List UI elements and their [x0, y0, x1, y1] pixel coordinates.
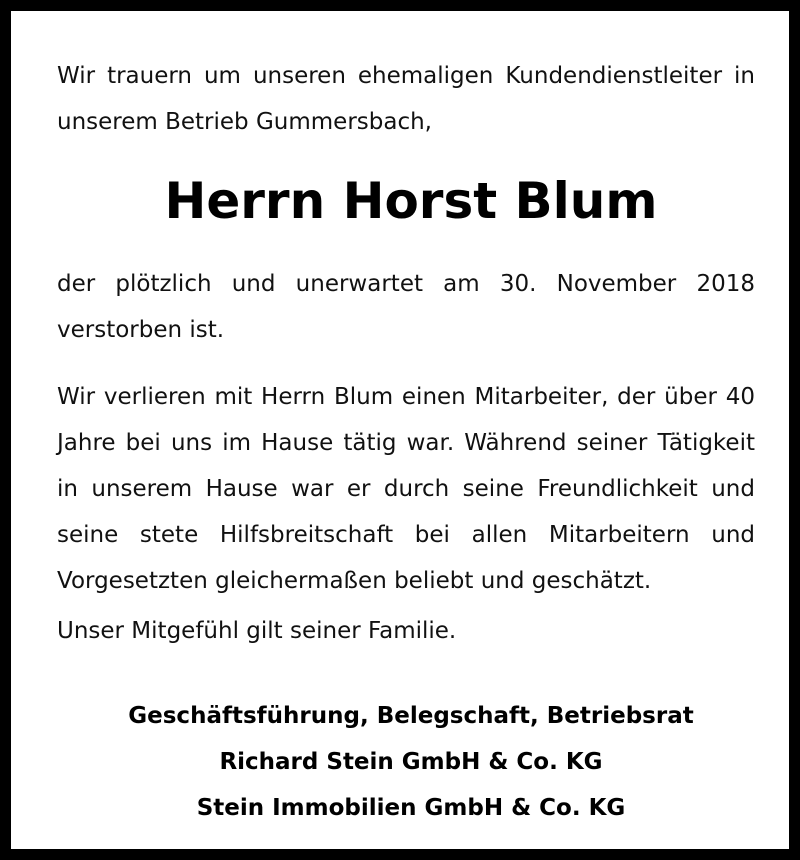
signature-line-staff: Geschäftsführung, Belegschaft, Betriebsrat [128, 703, 694, 729]
signature-block [22, 693, 800, 831]
signature-line-company-1: Richard Stein GmbH & Co. KG [219, 749, 603, 775]
death-text: der plötzlich und unerwartet am 30. November 2018 verstorben ist. [57, 271, 755, 343]
intro-text: Wir trauern um unseren ehemaligen Kundendienstleiter in unserem Betrieb Gummersbach, [57, 63, 755, 135]
deceased-name: Herrn Horst Blum [164, 172, 658, 230]
signature-line-company-2: Stein Immobilien GmbH & Co. KG [196, 795, 626, 821]
sympathy-text: Unser Mitgefühl gilt seiner Familie. [57, 618, 457, 644]
tribute-text: Wir verlieren mit Herrn Blum einen Mitarbeiter, der über 40 Jahre bei uns im Hause tätig war. Während seiner Tätigkeit in unserem Hause war er durch seine Freundlichkeit und seine stete Hilfsbreitschaft bei allen Mitarbeitern und Vorgesetzten gleichermaßen beliebt und geschätzt. [57, 384, 755, 594]
